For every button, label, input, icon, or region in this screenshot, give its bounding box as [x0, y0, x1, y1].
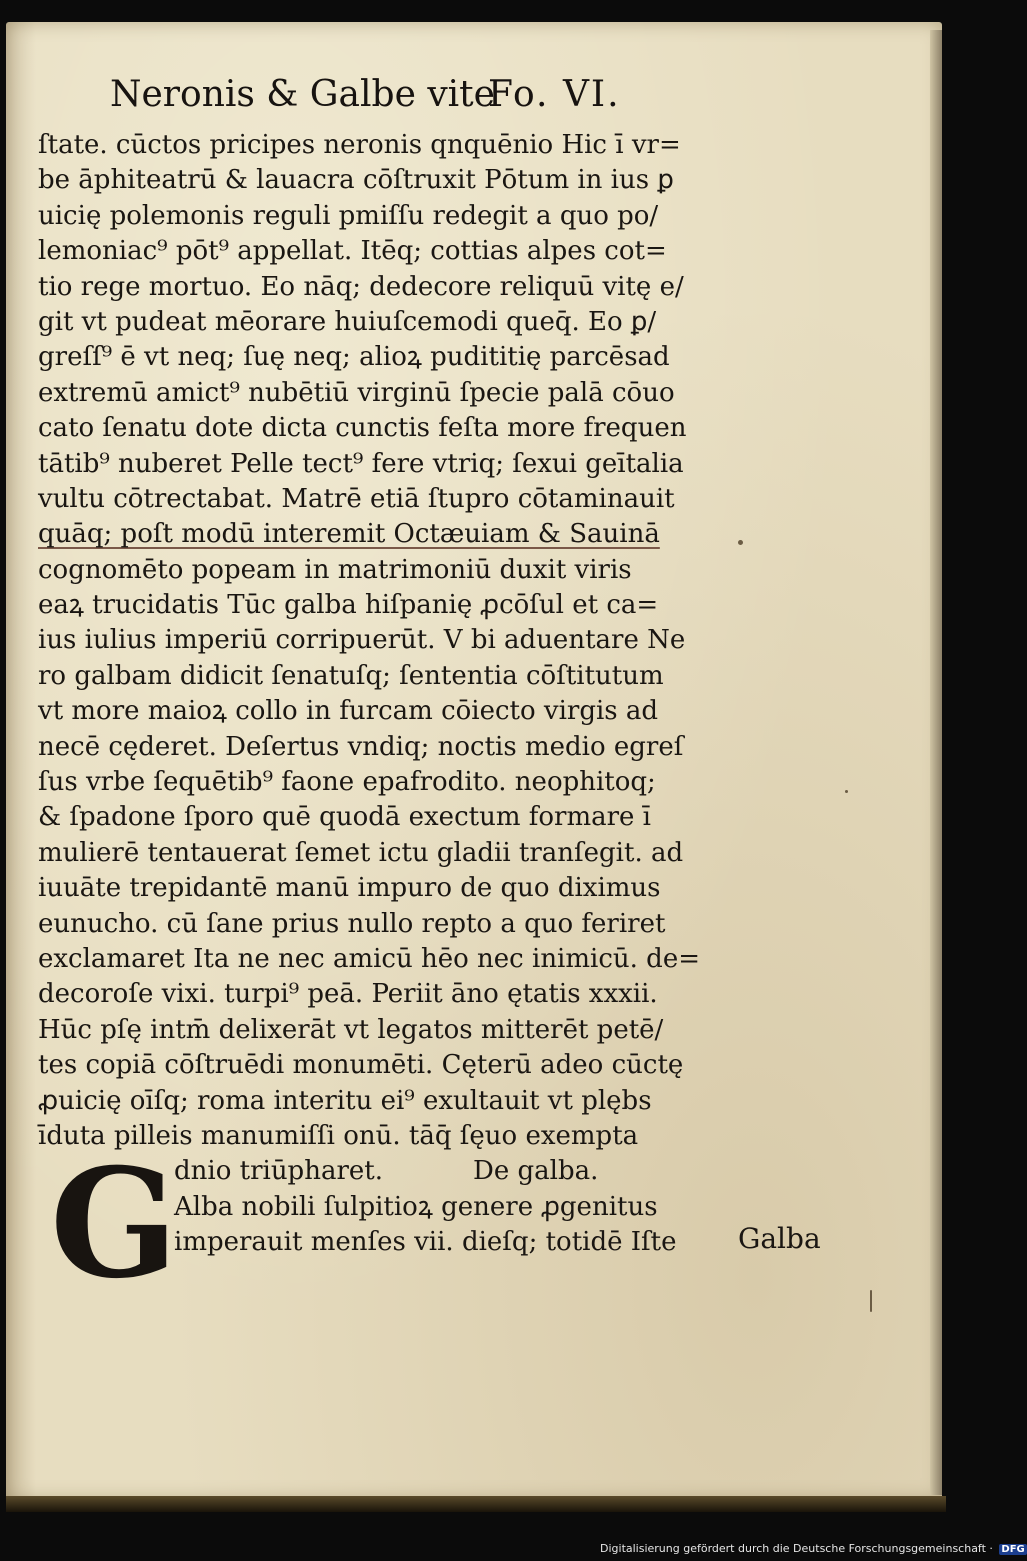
text-line: ſtate. cūctos pricipes neronis qnquēnio Hic ī vr= [38, 130, 681, 160]
text-line: exclamaret Ita ne nec amicū hēo nec inimicū. de= [38, 943, 700, 974]
text-line: extremū amict⁹ nubētiū virginū ſpecie palā cōuo [38, 377, 675, 408]
text-line: & ſpadone ſporo quē quodā exectum formare ī [38, 802, 651, 833]
text-line: iuuāte trepidantē manū impuro de quo diximus [38, 873, 661, 904]
text-line: quāq; poſt modū interemit Octæuiam & Sauinā [38, 519, 660, 550]
text-line: ꝓuicię oīſq; roma interitu ei⁹ exultauit vt plębs [38, 1085, 652, 1116]
paper-speck [870, 1290, 872, 1312]
text-line: be āphiteatrū & lauacra cōſtruxit Pōtum in ius ꝑ [38, 165, 674, 196]
text-line: necē cęderet. Deſertus vndiq; noctis medio egreſ [38, 731, 684, 762]
running-title: Neronis & Galbe vite [110, 74, 495, 115]
heading-tail-text: dnio triūpharet. [174, 1156, 383, 1187]
text-line: ſus vrbe ſequētib⁹ faone epafrodito. neophitoq; [38, 767, 656, 798]
text-line: ro galbam didicit ſenatuſq; ſententia cōſtitutum [38, 660, 664, 691]
text-line: eaꝝ trucidatis Tūc galba hiſpanię ꝓcōſul et ca= [38, 590, 659, 621]
text-line: vultu cōtrectabat. Matrē etiā ſtupro cōtaminauit [38, 483, 675, 514]
galba-text-line: Alba nobili ſulpitioꝝ genere ꝓgenitus [174, 1191, 658, 1222]
chapter-title: De galba. [472, 1156, 599, 1187]
text-line: decoroſe vixi. turpi⁹ peā. Periit āno ętatis xxxii. [38, 979, 658, 1010]
text-line: tes copiā cōſtruēdi monumēti. Cęterū adeo cūctę [38, 1050, 684, 1081]
text-line: lemoniac⁹ pōt⁹ appellat. Itēq; cottias alpes cot= [38, 236, 667, 267]
dfg-logo: DFG [1001, 1544, 1025, 1555]
decorated-initial: G [50, 1136, 179, 1312]
paper-speck [738, 540, 743, 545]
text-line: ius iulius imperiū corripuerūt. V bi aduentare Ne [38, 625, 686, 656]
text-line: uicię polemonis reguli pmiſſu redegit a quo po/ [38, 200, 659, 231]
text-line: greſſ⁹ ē vt neq; ſuę neq; alioꝝ pudititię parcēsad [38, 342, 670, 373]
page-edge [930, 30, 942, 1495]
page-bottom-edge [6, 1496, 946, 1512]
text-line: Hūc pſę intm̄ delixerāt vt legatos mitterēt petē/ [38, 1014, 664, 1045]
text-line: īduta pilleis manumiſſi onū. tāq̄ ſęuo exempta [38, 1120, 639, 1151]
text-line: mulierē tentauerat ſemet ictu gladii tranſegit. ad [38, 837, 684, 868]
text-line: tātib⁹ nuberet Pelle tect⁹ fere vtriq; ſexui geītalia [38, 448, 684, 479]
digitization-footer [600, 1542, 1025, 1558]
paper-speck [845, 790, 848, 793]
text-line: eunucho. cū ſane prius nullo repto a quo feriret [38, 908, 666, 939]
text-line: git vt pudeat mēorare huiuſcemodi queq̄. Eo ꝑ/ [38, 306, 657, 337]
galba-text-line: imperauit menſes vii. dieſq; totidē Iſte [174, 1227, 677, 1258]
folio-number: Fo. VI. [488, 74, 621, 115]
text-line: vt more maioꝝ collo in furcam cōiecto virgis ad [38, 696, 659, 727]
text-line: cognomēto popeam in matrimoniū duxit viris [38, 554, 632, 585]
body-text [38, 128, 738, 1261]
text-line: tio rege mortuo. Eo nāq; dedecore reliquū vitę e/ [38, 271, 684, 302]
footer-text: Digitalisierung gefördert durch die Deutsche Forschungsgemeinschaft · [600, 1542, 993, 1555]
text-line: cato ſenatu dote dicta cunctis feſta more frequen [38, 413, 687, 444]
margin-note-galba: Galba [738, 1222, 821, 1255]
